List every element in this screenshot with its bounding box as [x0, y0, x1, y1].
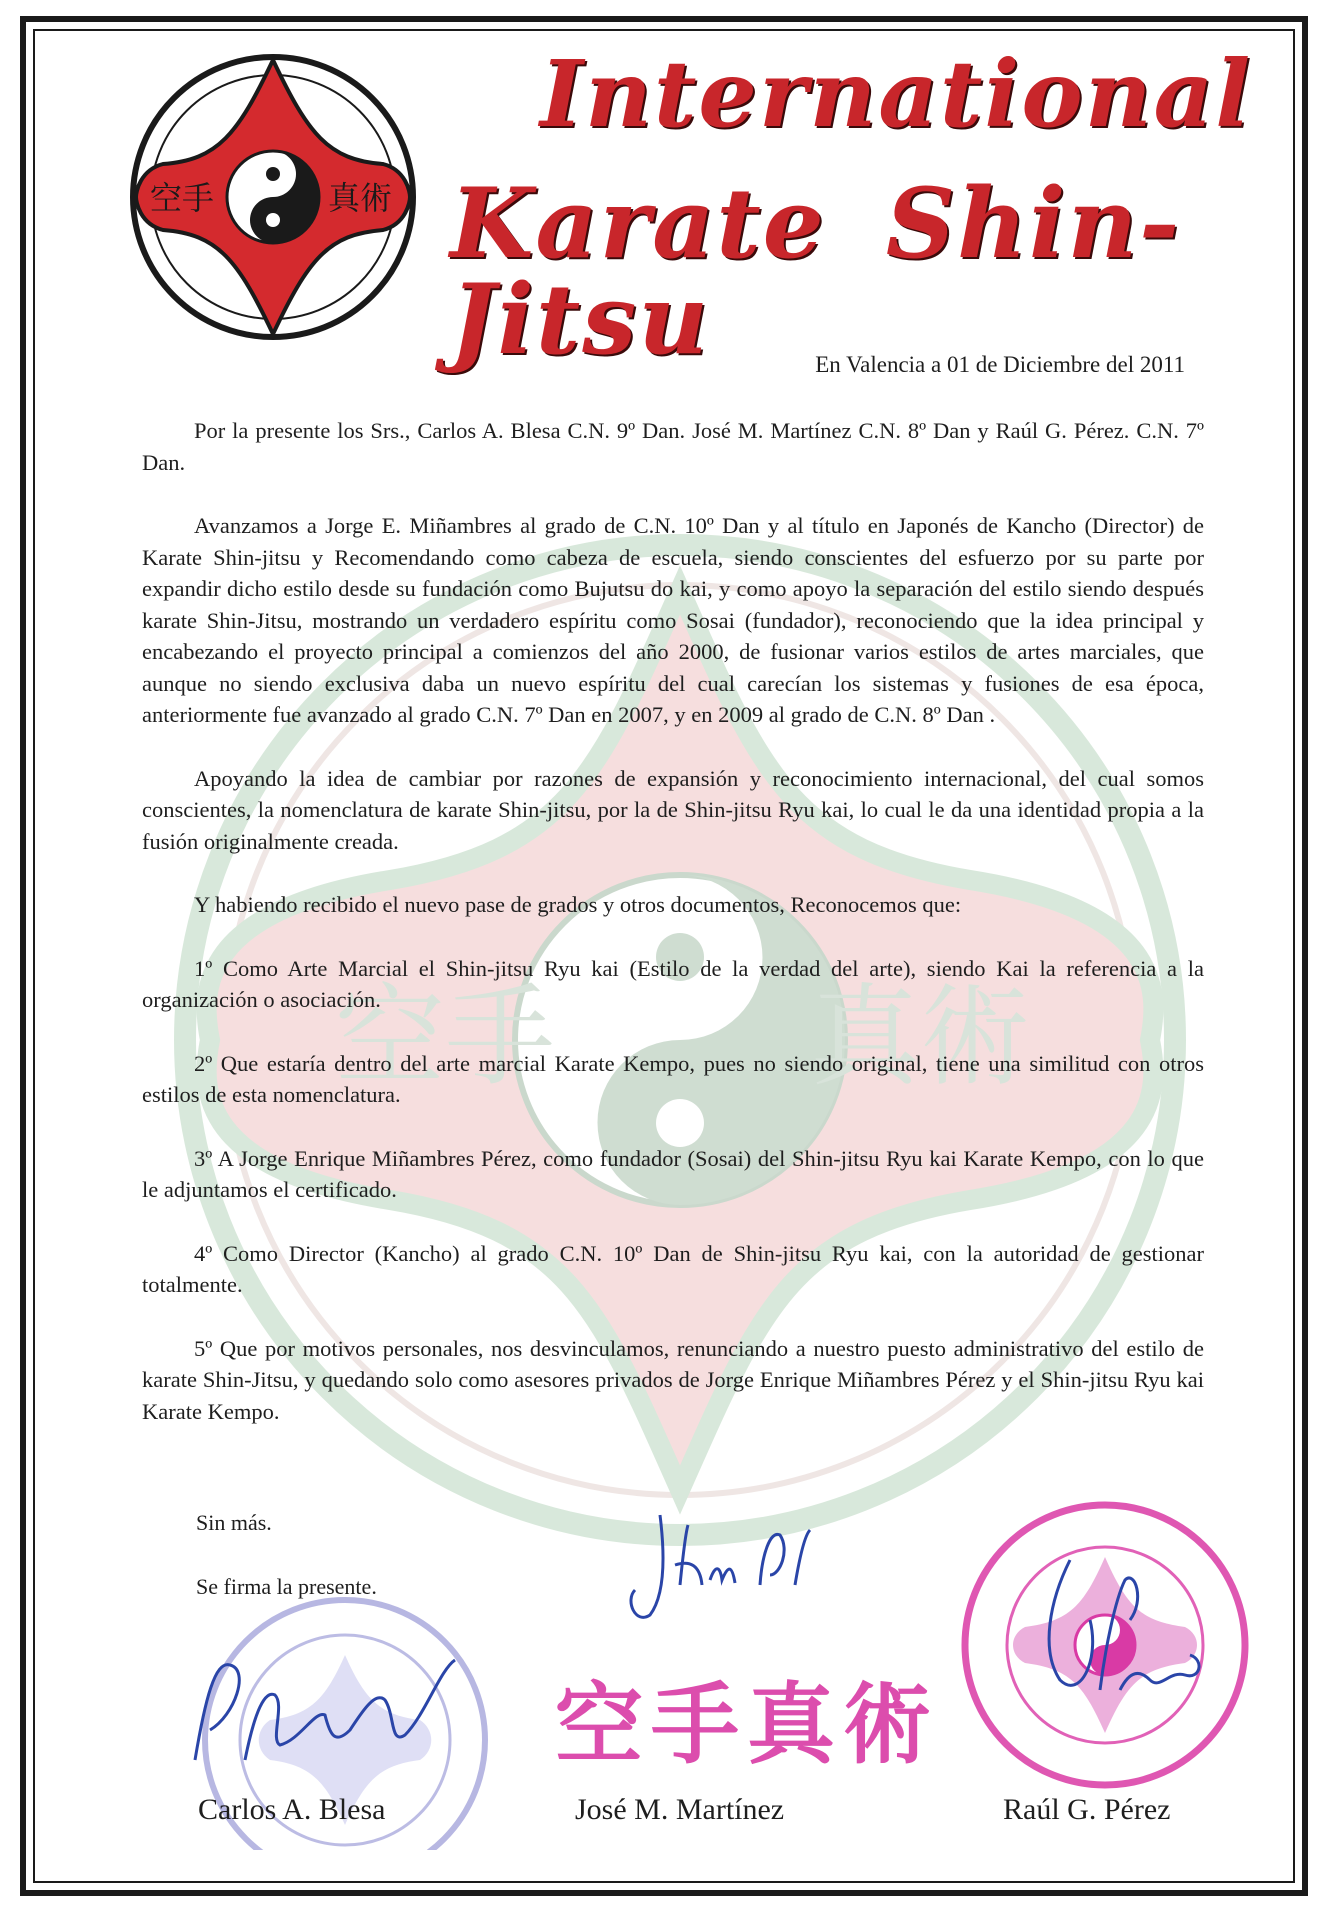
closing-line-2: Se firma la presente.: [196, 1574, 377, 1599]
signatory-name-3: Raúl G. Pérez: [1003, 1793, 1171, 1826]
signature-jose: [620, 1505, 850, 1635]
letter-date: En Valencia a 01 de Diciembre del 2011: [815, 352, 1185, 377]
logo-kanji-left: 空手: [150, 179, 215, 217]
signatory-name-2: José M. Martínez: [575, 1793, 785, 1826]
paragraph: Apoyando la idea de cambiar por razones de expansión y reconocimiento internacional, del cual somos conscientes, la nomenclatura de karate Shin-jitsu, por la de Shin-jitsu Ryu kai, lo cual le da una identidad propia a la fusión originalmente creada.: [142, 765, 1204, 854]
brand-line-1: International: [540, 40, 1253, 148]
brand-word-karate: Karate: [450, 167, 826, 280]
signature-raul: [990, 1540, 1220, 1740]
letter-body: [142, 415, 1204, 1459]
paragraph: Por la presente los Srs., Carlos A. Blesa C.N. 9º Dan. José M. Martínez C.N. 8º Dan y Raúl G. Pérez. C.N. 7º Dan.: [142, 418, 1204, 475]
paragraph: 5º Que por motivos personales, nos desvinculamos, renunciando a nuestro puesto administrativo del estilo de karate Shin-Jitsu, y quedando solo como asesores privados de Jorge Enrique Miñambres Pérez y el Shin-jitsu Ryu kai Karate Kempo.: [142, 1335, 1204, 1424]
paragraph: 4º Como Director (Kancho) al grado C.N. 10º Dan de Shin-jitsu Ryu kai, con la autoridad de gestionar totalmente.: [142, 1240, 1204, 1297]
paragraph: Avanzamos a Jorge E. Miñambres al grado de C.N. 10º Dan y al título en Japonés de Kancho (Director) de Karate Shin-jitsu y Recomendando como cabeza de escuela, siendo conscientes del esfuerzo por su parte por expandir dicho estilo desde su fundación como Bujutsu do kai, y como apoyo la separación del estilo siendo después karate Shin-Jitsu, mostrando un verdadero espíritu como Sosai (fundador), reconociendo que la idea principal y encabezando el proyecto principal a comienzos del año 2000, de fusionar varios estilos de artes marciales, que aunque no siendo exclusiva daba un nuevo espíritu del cual carecían los sistemas y fusiones de esa época, anteriormente fue avanzado al grado C.N. 7º Dan en 2007, y en 2009 al grado de C.N. 8º Dan .: [142, 513, 1204, 727]
watermark-kanji-left: 空手: [335, 973, 555, 1101]
center-kanji-stamp: 空手真術: [555, 1673, 940, 1776]
logo-kanji-right: 真術: [328, 179, 393, 217]
brand-title: [450, 40, 1253, 376]
signatory-name-1: Carlos A. Blesa: [198, 1793, 386, 1826]
paragraph: 1º Como Arte Marcial el Shin-jitsu Ryu kai (Estilo de la verdad del arte), siendo Kai la referencia a la organización o asociación.: [142, 955, 1204, 1012]
signature-carlos: [175, 1620, 505, 1800]
paragraph: 2º Que estaría dentro del arte marcial Karate Kempo, pues no siendo original, tiene una similitud con otros estilos de esta nomenclatura.: [142, 1050, 1204, 1107]
brand-line-2: [450, 167, 1230, 376]
paragraph: Y habiendo recibido el nuevo pase de grados y otros documentos, Reconocemos que:: [194, 892, 962, 917]
closing-line-1: Sin más.: [196, 1510, 272, 1535]
kanku-logo: [128, 52, 418, 342]
brand-word-shinjitsu: Shin-Jitsu: [450, 167, 1182, 376]
paragraph: 3º A Jorge Enrique Miñambres Pérez, como fundador (Sosai) del Shin-jitsu Ryu kai Karate Kempo, con lo que le adjuntamos el certificado.: [142, 1145, 1204, 1202]
watermark-kanji-right: 真術: [810, 973, 1030, 1101]
